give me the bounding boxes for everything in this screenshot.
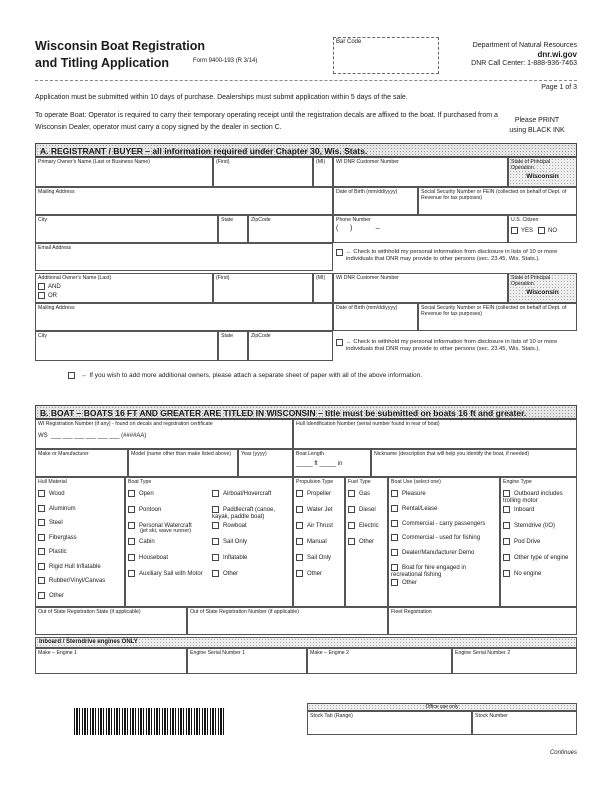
engine-type-option[interactable] (503, 570, 577, 578)
propulsion-label: Water Jet (307, 507, 333, 514)
additional-zip-field[interactable]: ZipCode (248, 331, 333, 361)
engine2-serial-field[interactable]: Engine Serial Number 2 (452, 648, 577, 674)
hull-material-option[interactable] (38, 505, 123, 513)
boat-type-label: Paddlecraft (canoe, kayak, paddle boat) (212, 507, 276, 521)
hull-material-label: Plastic (49, 549, 67, 556)
engine1-make-field[interactable]: Make – Engine 1 (35, 648, 187, 674)
length-field[interactable]: Boat Length _____ ft _____ in (293, 449, 371, 477)
fuel-checkbox[interactable] (348, 506, 355, 513)
hull-material-label: Other (49, 592, 65, 599)
boat-type-option[interactable] (212, 506, 292, 521)
page-number: Page 1 of 3 (541, 84, 577, 91)
boat-type-option[interactable] (212, 522, 292, 530)
propulsion-group: Propulsion Type (293, 477, 345, 607)
model-field[interactable]: Model (name other than make listed above) (128, 449, 238, 477)
dept-url: dnr.wi.gov (537, 50, 577, 59)
propulsion-label: Manual (307, 539, 327, 546)
engine-type-checkbox[interactable] (503, 522, 510, 529)
wi-registration-field[interactable]: WI Registration Number (if any) - found on decals and registration certificate WS ___ ___ ___ ___ ___ ___ (####AA) (35, 419, 293, 449)
boat-use-checkbox[interactable] (391, 564, 398, 571)
hull-material-option[interactable] (38, 534, 123, 542)
boat-type-option[interactable] (128, 554, 212, 562)
engine-type-group: Engine Type (500, 477, 577, 607)
propulsion-option[interactable] (296, 490, 344, 498)
engine-type-checkbox[interactable] (503, 554, 510, 561)
barcode (74, 708, 224, 735)
withhold-checkbox-1[interactable] (336, 249, 343, 256)
propulsion-checkbox[interactable] (296, 570, 303, 577)
citizen-yes-checkbox[interactable] (511, 227, 518, 234)
engine-type-option[interactable] (503, 522, 577, 530)
hull-material-checkbox[interactable] (38, 592, 45, 599)
hull-material-checkbox[interactable] (38, 548, 45, 555)
state-field[interactable]: State (218, 215, 248, 243)
propulsion-checkbox[interactable] (296, 506, 303, 513)
boat-type-checkbox[interactable] (128, 506, 135, 513)
fuel-checkbox[interactable] (348, 490, 355, 497)
intro-text: Application must be submitted within 10 days of purchase. Dealerships must submit application within 5 days of the sale. To operate Boat: Operator is required to carry their temporary operating receipt until the registration decals are affixed to the boat. If purchased from a Wisconsin Dealer, operator must carry a copy signed by the dealer in section C. (35, 94, 498, 131)
fuel-group: Fuel Type (345, 477, 388, 607)
boat-use-checkbox[interactable] (391, 490, 398, 497)
form-title: Wisconsin Boat Registration and Titling Application (35, 39, 206, 70)
make-field[interactable]: Make or Manufacturer (35, 449, 128, 477)
print-instruction: Please PRINT using BLACK INK (509, 117, 565, 134)
hull-material-checkbox[interactable] (38, 563, 45, 570)
propulsion-label: Air Thrust (307, 523, 333, 530)
fuel-option[interactable] (348, 522, 388, 530)
fuel-label: Diesel (359, 507, 376, 514)
hull-material-checkbox[interactable] (38, 577, 45, 584)
hull-material-group: Hull Material (35, 477, 125, 607)
section-a-heading: A. REGISTRANT / BUYER – all information required under Chapter 30, Wis. Stats. (35, 143, 577, 157)
stock-number-field[interactable]: Stock Number (472, 711, 577, 735)
boat-type-label: Houseboat (139, 555, 169, 562)
boat-use-checkbox[interactable] (391, 534, 398, 541)
boat-type-option[interactable] (212, 538, 292, 546)
dob-field[interactable]: Date of Birth (mm/dd/yyyy) (333, 187, 418, 215)
fuel-checkbox[interactable] (348, 522, 355, 529)
propulsion-label: Sail Only (307, 555, 332, 562)
oos-state-field[interactable]: Out of State Registration State (if applicable) (35, 607, 187, 635)
hull-material-option[interactable] (38, 563, 123, 571)
propulsion-checkbox[interactable] (296, 538, 303, 545)
engine-type-checkbox[interactable] (503, 506, 510, 513)
pwc-note: (jet ski, wave runner) (140, 528, 192, 534)
citizen-no-checkbox[interactable] (538, 227, 545, 234)
boat-use-checkbox[interactable] (391, 549, 398, 556)
city-field[interactable]: City (35, 215, 218, 243)
hull-material-label: Rubber/Vinyl/Canvas (49, 578, 106, 585)
withhold-block-1: ← Check to withhold my personal information from disclosure in lists of 10 or more individuals that DNR may provide to other persons (sec. 23.45, Wis. Stats.). (333, 243, 577, 271)
boat-type-option[interactable] (212, 554, 292, 562)
boat-type-option[interactable] (128, 570, 212, 578)
propulsion-option[interactable] (296, 554, 344, 562)
boat-type-option[interactable] (128, 490, 212, 498)
boat-type-checkbox[interactable] (212, 522, 219, 529)
propulsion-label: Other (307, 571, 323, 578)
additional-city-field[interactable]: City (35, 331, 218, 361)
boat-type-checkbox[interactable] (212, 506, 219, 513)
fuel-label: Electric (359, 523, 379, 530)
boat-type-group: Boat Type (125, 477, 293, 607)
office-use-heading: Office use only (307, 703, 577, 711)
hull-material-label: Rigid Hull Inflatable (49, 563, 101, 570)
engine-type-option[interactable] (503, 506, 577, 514)
fuel-option[interactable] (348, 490, 388, 498)
boat-type-checkbox[interactable] (128, 570, 135, 577)
boat-use-checkbox[interactable] (391, 505, 398, 512)
boat-type-checkbox[interactable] (212, 554, 219, 561)
customer-number-field[interactable]: WI DNR Customer Number (333, 157, 508, 187)
and-checkbox[interactable] (38, 283, 45, 290)
boat-use-option[interactable] (391, 490, 499, 498)
mailing-address-field[interactable]: Mailing Address (35, 187, 333, 215)
boat-use-option[interactable] (391, 505, 499, 513)
boat-type-label: Rowboat (223, 523, 247, 530)
engine-type-checkbox[interactable] (503, 570, 510, 577)
section-b-heading: B. BOAT – BOATS 16 FT AND GREATER ARE TITLED IN WISCONSIN – title must be submitted on boats 16 ft and greater. (35, 405, 577, 419)
boat-type-option[interactable] (212, 490, 292, 498)
hull-material-checkbox[interactable] (38, 534, 45, 541)
zip-field[interactable]: ZipCode (248, 215, 333, 243)
fuel-option[interactable] (348, 538, 388, 546)
boat-use-option[interactable] (391, 549, 499, 557)
boat-type-checkbox[interactable] (212, 490, 219, 497)
engine-type-option[interactable] (503, 538, 577, 546)
boat-type-checkbox[interactable] (212, 538, 219, 545)
boat-type-label: Personal Watercraft (139, 523, 192, 530)
fuel-label: Gas (359, 491, 371, 498)
withhold-block-2: ← Check to withhold my personal information from disclosure in lists of 10 or more individuals that DNR may provide to other persons (sec. 23.45, Wis. Stats.). (333, 331, 577, 361)
hull-material-option[interactable] (38, 592, 123, 600)
primary-owner-last-field[interactable]: Primary Owner's Name (Last or Business Name) (35, 157, 213, 187)
boat-type-label: Pontoon (139, 507, 162, 514)
or-checkbox[interactable] (38, 292, 45, 299)
additional-dob-field[interactable]: Date of Birth (mm/dd/yyyy) (333, 303, 418, 331)
boat-type-label: Auxiliary Sail with Motor (139, 571, 203, 578)
additional-owner-mi-field[interactable]: (MI) (313, 273, 333, 303)
hull-material-option[interactable] (38, 548, 123, 556)
more-owners-note: ← If you wish to add more additional owners, please attach a separate sheet of paper with all of the above information. (68, 372, 422, 379)
engine-type-checkbox[interactable] (503, 538, 510, 545)
boat-type-checkbox[interactable] (128, 490, 135, 497)
phone-field[interactable]: Phone Number ( ) – (333, 215, 508, 243)
boat-type-checkbox[interactable] (128, 554, 135, 561)
propulsion-option[interactable] (296, 570, 344, 578)
engine2-make-field[interactable]: Make – Engine 2 (307, 648, 452, 674)
oos-number-field[interactable]: Out of State Registration Number (if applicable) (187, 607, 388, 635)
engine-type-option[interactable] (503, 490, 577, 505)
boat-type-option[interactable] (128, 538, 212, 546)
propulsion-option[interactable] (296, 506, 344, 514)
fuel-checkbox[interactable] (348, 538, 355, 545)
additional-owner-last-field[interactable]: Additional Owner's Name (Last) AND OR (35, 273, 213, 303)
boat-type-label: Other (223, 571, 239, 578)
boat-type-label: Cabin (139, 539, 155, 546)
more-owners-checkbox[interactable] (68, 372, 75, 379)
boat-use-checkbox[interactable] (391, 520, 398, 527)
year-field[interactable]: Year (yyyy) (238, 449, 293, 477)
engine-type-label: Pod Drive (514, 539, 541, 546)
boat-use-label: Boat for hire engaged in recreational fishing (391, 565, 467, 579)
email-field[interactable]: Email Address (35, 243, 333, 271)
propulsion-checkbox[interactable] (296, 522, 303, 529)
hull-material-label: Wood (49, 491, 65, 498)
boat-type-checkbox[interactable] (128, 538, 135, 545)
additional-state-principal: State of Principal Operation Wisconsin (508, 273, 577, 303)
fuel-label: Other (359, 539, 375, 546)
engine-type-label: Inboard (514, 507, 535, 514)
additional-mailing-field[interactable]: Mailing Address (35, 303, 333, 331)
boat-type-option[interactable] (128, 506, 212, 514)
engine1-serial-field[interactable]: Engine Serial Number 1 (187, 648, 307, 674)
hull-material-checkbox[interactable] (38, 505, 45, 512)
propulsion-label: Propeller (307, 491, 332, 498)
primary-owner-first-field[interactable]: (First) (213, 157, 313, 187)
boat-type-label: Airboat/Hovercraft (223, 491, 272, 498)
boat-use-label: Rental/Lease (402, 505, 438, 512)
boat-type-label: Sail Only (223, 539, 248, 546)
fuel-option[interactable] (348, 506, 388, 514)
form-number: Form 9400-193 (R 3/14) (193, 58, 258, 64)
hull-material-checkbox[interactable] (38, 519, 45, 526)
hull-material-option[interactable] (38, 577, 123, 585)
primary-owner-mi-field[interactable]: (MI) (313, 157, 333, 187)
withhold-checkbox-2[interactable] (336, 339, 343, 346)
boat-use-label: Commercial - carry passengers (402, 520, 486, 527)
continues-label: Continues (549, 750, 577, 756)
boat-use-label: Commercial - used for fishing (402, 535, 481, 542)
engine-section-heading: Inboard / Sterndrive engines ONLY (35, 637, 577, 648)
boat-use-option[interactable] (391, 579, 499, 587)
boat-use-group: Boat Use (select one) (388, 477, 500, 607)
nickname-field[interactable]: Nickname (description that will help you identify the boat, if needed) (371, 449, 577, 477)
citizen-field: U.S. Citizen YES NO (508, 215, 577, 243)
boat-use-label: Pleasure (402, 491, 426, 498)
hull-material-label: Fiberglass (49, 534, 77, 541)
engine-type-label: No engine (514, 571, 542, 578)
additional-ssn-field[interactable]: Social Security Number or FEIN (collected on behalf of Dept. of Revenue for tax purposes) (418, 303, 577, 331)
hull-material-option[interactable] (38, 490, 123, 498)
boat-type-checkbox[interactable] (128, 522, 135, 529)
ssn-fein-field[interactable]: Social Security Number or FEIN (collected on behalf of Dept. of Revenue for tax purposes) (418, 187, 577, 215)
stock-tab-range-field[interactable]: Stock Tab (Range) (307, 711, 472, 735)
hull-material-label: Steel (49, 520, 63, 527)
boat-use-label: Dealer/Manufacturer Demo (402, 550, 475, 557)
hull-material-option[interactable] (38, 519, 123, 527)
hull-material-label: Aluminum (49, 505, 76, 512)
boat-type-checkbox[interactable] (212, 570, 219, 577)
propulsion-option[interactable] (296, 522, 344, 530)
additional-customer-number-field[interactable]: WI DNR Customer Number (333, 273, 508, 303)
engine-type-option[interactable] (503, 554, 577, 562)
fleet-registration-field[interactable]: Fleet Registration (388, 607, 577, 635)
propulsion-checkbox[interactable] (296, 490, 303, 497)
hull-material-checkbox[interactable] (38, 490, 45, 497)
state-principal-operation: State of Principal Operation Wisconsin (508, 157, 577, 187)
boat-use-checkbox[interactable] (391, 579, 398, 586)
boat-use-option[interactable] (391, 534, 499, 542)
department-info: Department of Natural Resources dnr.wi.gov DNR Call Center: 1-888-936-7463 (471, 42, 577, 67)
boat-type-label: Inflatable (223, 555, 248, 562)
boat-type-label: Open (139, 491, 154, 498)
additional-state-field[interactable]: State (218, 331, 248, 361)
boat-use-option[interactable] (391, 520, 499, 528)
engine-type-checkbox[interactable] (503, 490, 510, 497)
barcode-stamp-box: Bar Code (333, 37, 439, 74)
propulsion-checkbox[interactable] (296, 554, 303, 561)
boat-use-label: Other (402, 579, 418, 586)
additional-owner-first-field[interactable]: (First) (213, 273, 313, 303)
engine-type-label: Other type of engine (514, 555, 569, 562)
engine-type-label: Sterndrive (I/O) (514, 523, 556, 530)
engine-type-label: Outboard includes trolling motor (503, 491, 563, 505)
hull-id-field[interactable]: Hull Identification Number (serial number found in rear of boat) (293, 419, 577, 449)
boat-type-option[interactable] (212, 570, 292, 578)
propulsion-option[interactable] (296, 538, 344, 546)
boat-use-option[interactable] (391, 564, 499, 579)
